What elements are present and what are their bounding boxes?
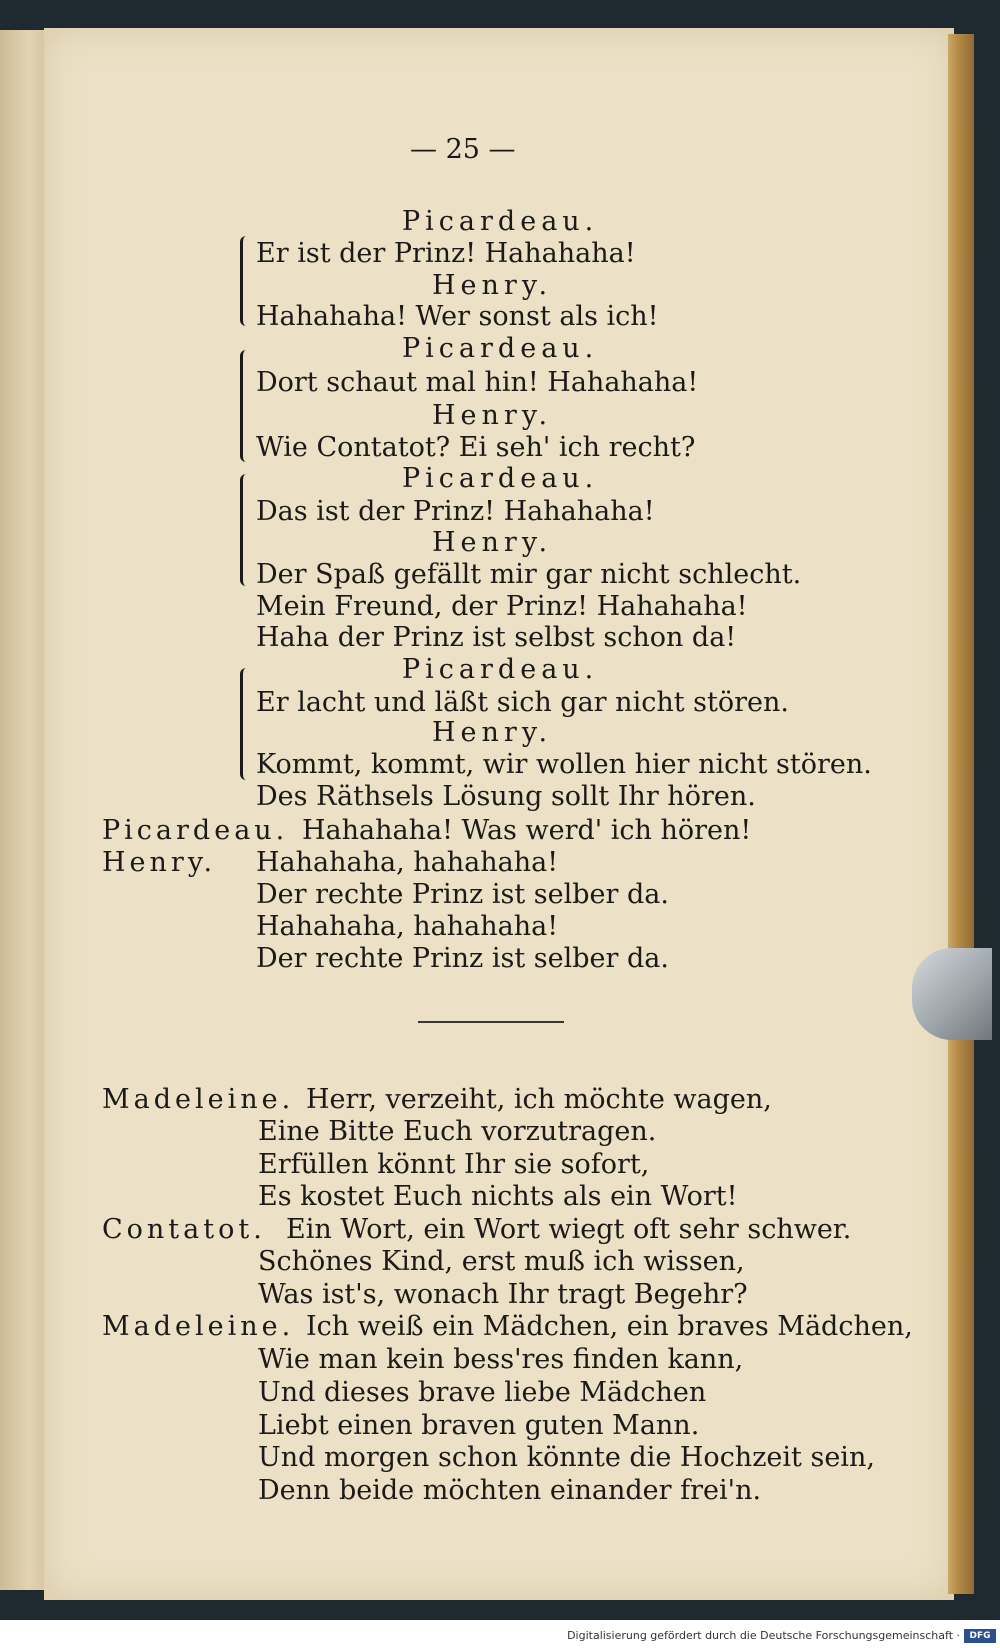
verse-line: Mein Freund, der Prinz! Hahahaha!: [256, 591, 748, 622]
verse-line: Hahahaha, hahahaha!: [256, 847, 559, 878]
speaker-heading: Picardeau.: [402, 654, 599, 685]
verse-line: Denn beide möchten einander frei'n.: [258, 1475, 762, 1506]
speaker-heading: Henry.: [432, 400, 553, 431]
speaker-label: Picardeau.: [102, 815, 289, 846]
verse-line: Herr, verzeiht, ich möchte wagen,: [306, 1084, 772, 1115]
verse-line: Der rechte Prinz ist selber da.: [256, 943, 669, 974]
speaker-heading: Picardeau.: [402, 333, 599, 364]
verse-line: Ich weiß ein Mädchen, ein braves Mädchen,: [306, 1311, 913, 1342]
speaker-heading: Henry.: [432, 527, 553, 558]
brace: [240, 350, 253, 462]
scanner-clip-image: [912, 948, 992, 1040]
funding-credit: Digitalisierung gefördert durch die Deutsche Forschungsgemeinschaft ·: [567, 1629, 960, 1642]
verse-line: Liebt einen braven guten Mann.: [258, 1410, 700, 1441]
verse-line: Der Spaß gefällt mir gar nicht schlecht.: [256, 559, 802, 590]
verse-line: Er lacht und läßt sich gar nicht stören.: [256, 687, 789, 718]
speaker-label: Madeleine.: [102, 1311, 295, 1342]
verse-line: Wie man kein bess'res finden kann,: [258, 1344, 744, 1375]
verse-line: Und dieses brave liebe Mädchen: [258, 1377, 707, 1408]
page-number: — 25 —: [410, 134, 516, 165]
verse-line: Das ist der Prinz! Hahahaha!: [256, 496, 655, 527]
verse-line: Der rechte Prinz ist selber da.: [256, 879, 669, 910]
verse-line: Er ist der Prinz! Hahahaha!: [256, 238, 636, 269]
verse-line: Erfüllen könnt Ihr sie sofort,: [258, 1149, 650, 1180]
speaker-heading: Picardeau.: [402, 206, 599, 237]
section-divider: [418, 1021, 564, 1023]
verse-line: Haha der Prinz ist selbst schon da!: [256, 622, 737, 653]
verse-line: Hahahaha! Wer sonst als ich!: [256, 301, 659, 332]
verse-line: Schönes Kind, erst muß ich wissen,: [258, 1246, 745, 1277]
verse-line: Hahahaha! Was werd' ich hören!: [302, 815, 752, 846]
speaker-heading: Henry.: [432, 270, 553, 301]
brace: [240, 236, 253, 326]
speaker-label: Henry.: [102, 847, 217, 878]
facing-page-edge: [0, 30, 48, 1590]
verse-line: Was ist's, wonach Ihr tragt Begehr?: [258, 1279, 748, 1310]
speaker-heading: Picardeau.: [402, 463, 599, 494]
verse-line: Kommt, kommt, wir wollen hier nicht stören.: [256, 749, 872, 780]
verse-line: Es kostet Euch nichts als ein Wort!: [258, 1181, 738, 1212]
page-stack-edge: [948, 34, 974, 1594]
speaker-label: Contatot.: [102, 1214, 266, 1245]
dfg-logo: DFG: [964, 1629, 996, 1643]
verse-line: Dort schaut mal hin! Hahahaha!: [256, 367, 699, 398]
verse-line: Hahahaha, hahahaha!: [256, 911, 559, 942]
brace: [240, 668, 253, 780]
verse-line: Eine Bitte Euch vorzutragen.: [258, 1116, 657, 1147]
speaker-heading: Henry.: [432, 717, 553, 748]
verse-line: Ein Wort, ein Wort wiegt oft sehr schwer.: [286, 1214, 852, 1245]
verse-line: Und morgen schon könnte die Hochzeit sein,: [258, 1442, 875, 1473]
verse-line: Wie Contatot? Ei seh' ich recht?: [256, 432, 696, 463]
brace: [240, 474, 253, 586]
verse-line: Des Räthsels Lösung sollt Ihr hören.: [256, 781, 756, 812]
speaker-label: Madeleine.: [102, 1084, 295, 1115]
footer-bar: [0, 1620, 1000, 1648]
